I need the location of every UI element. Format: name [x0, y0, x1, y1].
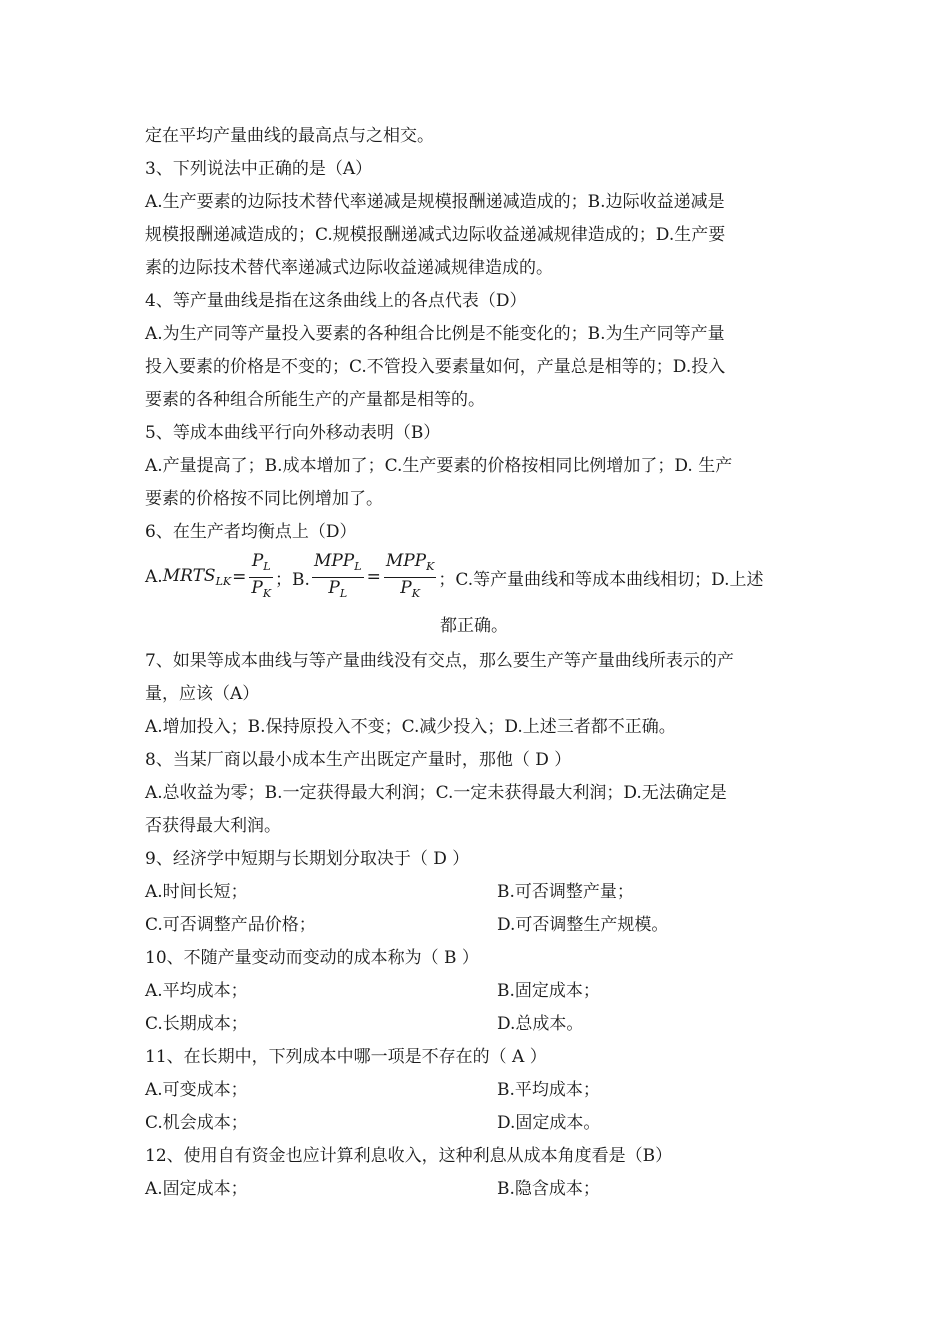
text-line: 定在平均产量曲线的最高点与之相交。	[145, 126, 434, 146]
q11-option-a: A.可变成本；	[145, 1080, 248, 1100]
mrts-symbol	[163, 566, 231, 588]
fraction-mppk-pk	[384, 551, 437, 604]
q11-option-c: C.机会成本；	[145, 1113, 248, 1133]
denominator: $P_K$	[251, 577, 272, 600]
q12-option-b: B.隐含成本；	[497, 1179, 600, 1199]
text-line: 要素的价格按不同比例增加了。	[145, 489, 383, 509]
denominator: $P_K$	[400, 577, 420, 600]
question-4-stem: 4、等产量曲线是指在这条曲线上的各点代表（D）	[145, 291, 527, 311]
text-line: 规模报酬递减造成的；C.规模报酬递减式边际收益递减规律造成的；D.生产要	[145, 225, 726, 245]
text-line: A.生产要素的边际技术替代率递减是规模报酬递减造成的；B.边际收益递减是	[145, 192, 725, 212]
option-b-label: ；B.	[275, 569, 310, 590]
equals-sign: =	[366, 567, 381, 587]
question-12-stem: 12、使用自有资金也应计算利息收入，这种利息从成本角度看是（B）	[145, 1146, 673, 1166]
fraction-mppl-pl	[312, 551, 364, 604]
formula-continuation: 都正确。	[440, 616, 508, 636]
q11-option-d: D.固定成本。	[497, 1113, 601, 1133]
text-line: A.增加投入；B.保持原投入不变；C.减少投入；D.上述三者都不正确。	[145, 717, 676, 737]
text-line: A.为生产同等产量投入要素的各种组合比例是不能变化的；B.为生产同等产量	[145, 324, 725, 344]
option-a-label: A.	[145, 567, 163, 587]
q9-option-b: B.可否调整产量；	[497, 882, 634, 902]
question-11-stem: 11、在长期中，下列成本中哪一项是不存在的（ A ）	[145, 1047, 547, 1067]
numerator: $P_L$	[251, 550, 271, 573]
text-line: 素的边际技术替代率递减式边际收益递减规律造成的。	[145, 258, 553, 278]
q10-option-a: A.平均成本；	[145, 981, 248, 1001]
question-9-stem: 9、经济学中短期与长期划分取决于（ D ）	[145, 849, 470, 869]
q9-option-c: C.可否调整产品价格；	[145, 915, 316, 935]
text-line: A.产量提高了；B.成本增加了；C.生产要素的价格按相同比例增加了；D. 生产	[145, 456, 733, 476]
text-line: 量，应该（A）	[145, 684, 260, 704]
text-line: 投入要素的价格是不变的；C.不管投入要素量如何，产量总是相等的；D.投入	[145, 357, 726, 377]
q10-option-c: C.长期成本；	[145, 1014, 248, 1034]
text-line: 要素的各种组合所能生产的产量都是相等的。	[145, 390, 485, 410]
equals-sign: =	[232, 567, 247, 587]
q12-option-a: A.固定成本；	[145, 1179, 248, 1199]
formula-rest-text: ；C.等产量曲线和等成本曲线相切；D.上述	[438, 569, 764, 590]
text-line: A.总收益为零；B.一定获得最大利润；C.一定未获得最大利润；D.无法确定是	[145, 783, 727, 803]
formula-line	[145, 552, 764, 602]
mrts-subscript: LK	[215, 575, 232, 588]
denominator: $P_L$	[328, 577, 348, 600]
question-5-stem: 5、等成本曲线平行向外移动表明（B）	[145, 423, 441, 443]
numerator: $MPP_K$	[385, 550, 435, 573]
q9-option-d: D.可否调整生产规模。	[497, 915, 669, 935]
mrts-text: MRTS	[162, 566, 216, 586]
question-8-stem: 8、当某厂商以最小成本生产出既定产量时，那他（ D ）	[145, 750, 572, 770]
fraction-pl-pk	[249, 551, 273, 604]
question-6-stem: 6、在生产者均衡点上（D）	[145, 522, 357, 542]
q9-option-a: A.时间长短；	[145, 882, 248, 902]
q10-option-b: B.固定成本；	[497, 981, 600, 1001]
numerator: $MPP_L$	[313, 550, 362, 573]
question-10-stem: 10、不随产量变动而变动的成本称为（ B ）	[145, 948, 479, 968]
text-line: 否获得最大利润。	[145, 816, 281, 836]
q11-option-b: B.平均成本；	[497, 1080, 600, 1100]
question-7-stem: 7、如果等成本曲线与等产量曲线没有交点，那么要生产等产量曲线所表示的产	[145, 651, 734, 671]
question-3-stem: 3、下列说法中正确的是（A）	[145, 159, 373, 179]
q10-option-d: D.总成本。	[497, 1014, 584, 1034]
